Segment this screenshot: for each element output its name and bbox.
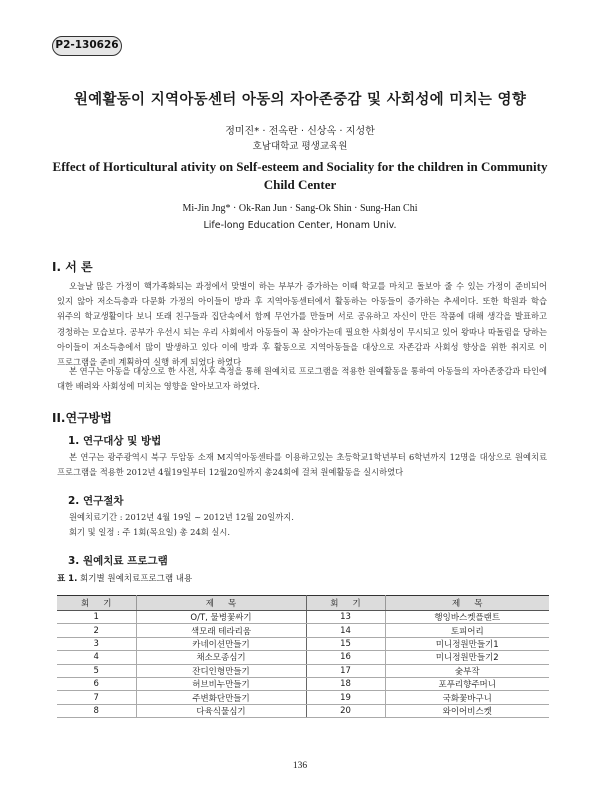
table-row (57, 691, 549, 704)
session-title: 채소모종심기 (136, 651, 306, 664)
session-number: 14 (306, 624, 385, 637)
table-row (57, 704, 549, 717)
session-number: 16 (306, 651, 385, 664)
korean-title: 원예활동이 지역아동센터 아동의 자아존중감 및 사회성에 미치는 영향 (73, 92, 527, 108)
subjects-paragraph: 본 연구는 광주광역시 북구 두암동 소재 M지역아동센타를 이용하고있는 초등학교1학년부터 6학년까지 12명을 대상으로 원예치료 프로그램을 적용한 2012년 4월19일부터 12월20일까지 총24회에 걸쳐 원예활동을 실시하였다 (57, 452, 547, 478)
session-title: O/T, 물병꽃싸기 (136, 611, 306, 624)
session-number: 19 (306, 691, 385, 704)
session-number: 3 (57, 637, 136, 650)
session-title: 국화꽃바구니 (385, 691, 549, 704)
subsection-heading-procedure: 2. 연구절차 (68, 495, 124, 507)
procedure-period: 원예치료기간 : 2012년 4월 19일 ~ 2012년 12월 20일까지. (69, 512, 294, 522)
session-number: 13 (306, 611, 385, 624)
session-number: 1 (57, 611, 136, 624)
session-title: 숯부작 (385, 664, 549, 677)
session-number: 4 (57, 651, 136, 664)
header-session-left: 회기 (57, 596, 136, 611)
session-title: 다육식물심기 (136, 704, 306, 717)
session-title: 포푸리향주머니 (385, 677, 549, 690)
header-session-right: 회기 (306, 596, 385, 611)
table-row (57, 624, 549, 637)
session-title: 미니정원만들기1 (385, 637, 549, 650)
session-title: 허브비누만들기 (136, 677, 306, 690)
section-heading-methods: II.연구방법 (52, 411, 112, 425)
table-row (57, 611, 549, 624)
session-title: 와이어비스켓 (385, 704, 549, 717)
english-title-line1: Effect of Horticultural ativity on Self-esteem and Sociality for the children in Community (52, 159, 548, 174)
english-authors: Mi-Jin Jng* · Ok-Ran Jun · Sang-Ok Shin · Sung-Han Chi (182, 203, 418, 214)
header-title-right: 제목 (385, 596, 549, 611)
intro-paragraph-2: 본 연구는 아동을 대상으로 한 사전, 사후 측정을 통해 원예치료 프로그램을 적용한 원예활동을 통하여 아동들의 자아존중감과 타인에 대한 배려와 사회성에 미치는 영향을 알아보고자 하였다. (57, 366, 547, 392)
subsection-heading-subjects: 1. 연구대상 및 방법 (68, 435, 162, 447)
korean-authors: 정미진* · 전옥란 · 신상옥 · 지성한 (225, 126, 375, 137)
procedure-schedule: 회기 및 일정 : 주 1회(목요일) 총 24회 실시. (69, 527, 231, 537)
table-row (57, 677, 549, 690)
section-heading-intro: I. 서 론 (52, 260, 93, 274)
session-title: 토피어리 (385, 624, 549, 637)
english-title (0, 158, 600, 194)
table-caption-label: 표 1. (57, 574, 78, 584)
session-number: 5 (57, 664, 136, 677)
session-title: 미니정원만들기2 (385, 651, 549, 664)
session-number: 20 (306, 704, 385, 717)
page-number: 136 (292, 761, 308, 771)
session-title: 잔디인형만들기 (136, 664, 306, 677)
table-row (57, 651, 549, 664)
table-header-row (57, 596, 549, 611)
table-caption (57, 572, 192, 584)
session-number: 15 (306, 637, 385, 650)
english-title-line2: Child Center (263, 177, 337, 192)
program-table (57, 595, 549, 718)
session-title: 색모래 테라리움 (136, 624, 306, 637)
session-number: 7 (57, 691, 136, 704)
session-title: 카네이션만들기 (136, 637, 306, 650)
header-title-left: 제목 (136, 596, 306, 611)
session-title: 주변화단만들기 (136, 691, 306, 704)
table-row (57, 637, 549, 650)
poster-id-badge: P2-130626 (52, 36, 122, 56)
session-number: 18 (306, 677, 385, 690)
subsection-heading-program: 3. 원예치료 프로그램 (68, 555, 168, 567)
korean-affiliation: 호남대학교 평생교육원 (252, 141, 348, 152)
session-number: 8 (57, 704, 136, 717)
session-number: 6 (57, 677, 136, 690)
session-number: 17 (306, 664, 385, 677)
table-row (57, 664, 549, 677)
english-affiliation: Life-long Education Center, Honam Univ. (203, 220, 397, 231)
session-number: 2 (57, 624, 136, 637)
intro-paragraph-1: 오늘날 많은 가정이 핵가족화되는 과정에서 맞벌이 하는 부부가 증가하는 이때 학교를 마치고 돌보아 줄 수 있는 가정이 준비되어 있지 않아 저소득층과 다문화 가정의 아이들이 방과 후 지역아동센터에서 활동하는 아동들이 증가하는 추세이다. 또한 학원과 학습 위주의 학교생활이다 보니 또래 친구들과 집단속에서 함께 무언가를 만들며 서로 공유하고 자신이 만든 작품에 대해 생각을 발표하고 경청하는 모습보다. 공부가 우선시 되는 우리 사회에서 아동들이 꼭 살아가는데 필요한 사회성이 무시되고 있어 왕따나 따돌림을 당하는 아이들이 저소득층에서 많이 발생하고 있다 이에 방과 후 활동으로 지역아동들을 대상으로 자존감과 사회성 향상을 위한 취지로 이 프로그램을 준비 계획하여 실행 하게 되었다 하였다 (57, 281, 547, 368)
session-title: 행잉바스켓플랜트 (385, 611, 549, 624)
table-caption-text: 회기별 원예치료프로그램 내용 (80, 574, 193, 584)
